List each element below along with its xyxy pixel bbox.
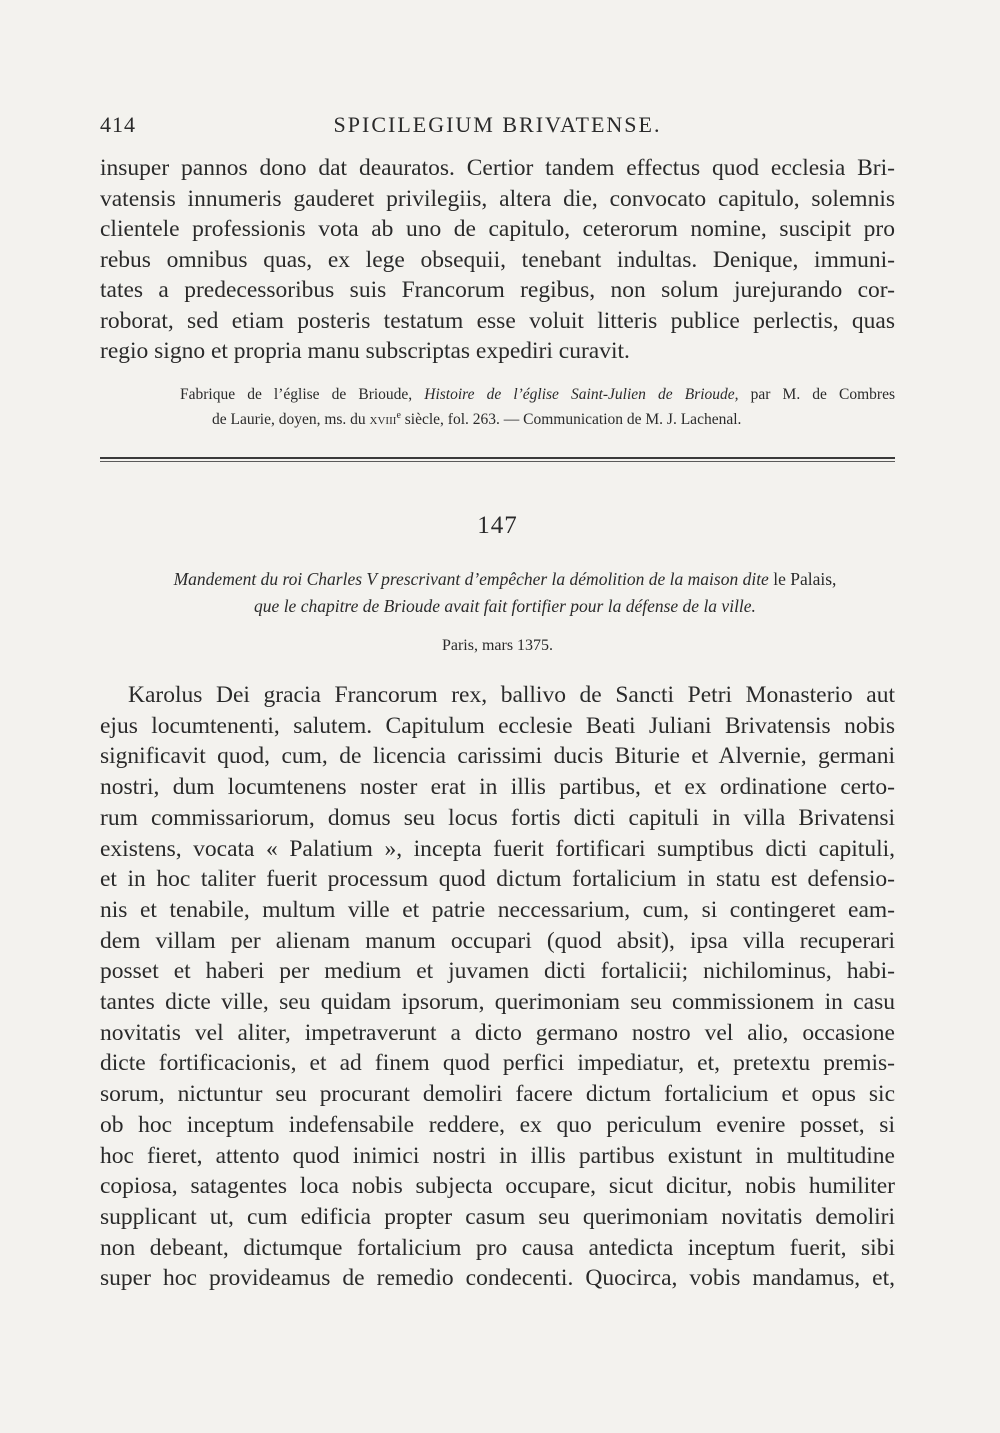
source-text: siècle, fol. 263. — Communication de M. J. Lachenal. [400, 411, 742, 429]
text-line: ejus locumtenenti, salutem. Capitulum ecclesie Beati Juliani Brivatensis nobis [100, 712, 895, 739]
text-line: roborat, sed etiam posteris testatum esse voluit litteris publice perlectis, quas [100, 307, 895, 334]
section-divider [100, 457, 895, 463]
document-title-line: que le chapitre de Brioude avait fait fortifier pour la défense de la ville. [254, 596, 756, 616]
text-line: Karolus Dei gracia Francorum rex, ballivo de Sancti Petri Monasterio aut [128, 682, 895, 708]
text-line: rebus omnibus quas, ex lege obsequii, tenebant indultas. Denique, immuni- [100, 246, 895, 273]
page-number: 414 [100, 112, 136, 137]
century-numeral: xviii [369, 411, 397, 429]
running-head: SPICILEGIUM BRIVATENSE. [333, 112, 662, 137]
text-line: nis et tenabile, multum ville et patrie neccessarium, cum, si contingeret eam- [100, 896, 895, 923]
text-line: non debeant, dictumque fortalicium pro causa antedicta inceptum fuerit, sibi [100, 1234, 895, 1261]
document-title-line [120, 566, 890, 593]
text-line: et in hoc taliter fuerit processum quod dictum fortalicium in statu est defensio- [100, 866, 895, 893]
text-line: insuper pannos dono dat deauratos. Certior tandem effectus quod ecclesia Bri- [100, 155, 895, 181]
continuation-paragraph [100, 153, 895, 367]
text-line: tates a predecessoribus suis Francorum regibus, non solum jurejurando cor- [100, 277, 895, 303]
text-line: existens, vocata « Palatium », incepta fuerit fortificari sumptibus dicti capituli, [100, 835, 895, 862]
title-upright: le Palais, [773, 569, 837, 589]
document-date: Paris, mars 1375. [441, 637, 554, 654]
superscript: e [396, 410, 401, 421]
divider-thin-rule [100, 461, 895, 462]
text-line: ob hoc inceptum indefensabile reddere, ex quo periculum evenire posset, si [100, 1111, 895, 1138]
text-line: posset et haberi per medium et juvamen dicti fortalicii; nichilominus, habi- [100, 958, 895, 985]
text-line: vatensis innumeris gauderet privilegiis, altera die, convocato capitulo, solemnis [100, 185, 895, 212]
text-line: sorum, nictuntur seu procurant demoliri facere dictum fortalicium et opus sic [100, 1081, 895, 1108]
text-line: clientele professionis vota ab uno de capitulo, ceterorum nomine, suscipit pro [100, 216, 895, 242]
document-number: 147 [477, 512, 518, 539]
text-line: copiosa, satagentes loca nobis subjecta occupare, sicut dicitur, nobis humiliter [100, 1173, 895, 1200]
text-line: significavit quod, cum, de licencia carissimi ducis Biturie et Alvernie, germani [100, 743, 895, 770]
source-text: Fabrique de l’église de Brioude, [180, 386, 425, 403]
text-line: tantes dicte ville, seu quidam ipsorum, querimoniam seu commissionem in casu [100, 989, 895, 1016]
text-line: rum commissariorum, domus seu locus fortis dicti capituli in villa Brivatensi [100, 804, 895, 831]
text-line: nostri, dum locumtenens noster erat in illis partibus, et ex ordinatione certo- [100, 774, 895, 801]
document-text [100, 680, 895, 1294]
text-line: super hoc provideamus de remedio condecenti. Quocirca, vobis mandamus, et, [100, 1265, 895, 1292]
source-note-line [180, 384, 895, 405]
source-text: par M. de Combres [738, 386, 895, 403]
text-line: hoc fieret, attento quod inimici nostri in illis partibus existunt in multitudine [100, 1142, 895, 1169]
text-line: dem villam per alienam manum occupari (quod absit), ipsa villa recuperari [100, 927, 895, 954]
source-title: Histoire de l’église Saint-Julien de Brioude, [424, 386, 739, 403]
divider-thick-rule [100, 457, 895, 459]
source-text: de Laurie, doyen, ms. du [212, 411, 370, 429]
page-header [100, 112, 895, 148]
text-line: novitatis vel aliter, impetraverunt a dicto germano nostro vel alio, occasione [100, 1019, 895, 1046]
source-note-line [180, 405, 895, 430]
text-line: dicte fortificacionis, et ad finem quod perfici impediatur, et, pretextu premis- [100, 1050, 895, 1077]
title-italic: Mandement du roi Charles V prescrivant d’empêcher la démolition de la maison dite [173, 569, 774, 589]
text-line: regio signo et propria manu subscriptas expediri curavit. [100, 338, 630, 364]
source-note [180, 384, 895, 430]
text-line: supplicant ut, cum edificia propter casum seu querimoniam novitatis demoliri [100, 1203, 895, 1230]
document-title [120, 566, 890, 620]
